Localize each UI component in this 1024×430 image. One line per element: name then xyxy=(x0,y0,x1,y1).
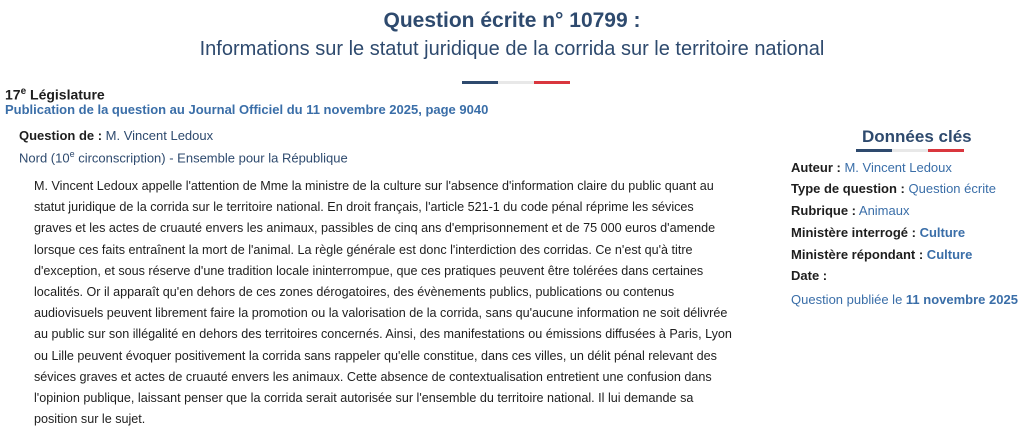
key-data-tricolor-divider xyxy=(856,149,964,152)
page-subtitle: Informations sur le statut juridique de la corrida sur le territoire national xyxy=(199,38,825,60)
flag-red-stripe xyxy=(928,149,964,152)
page-title: Question écrite n° 10799 : xyxy=(383,9,641,32)
flag-white-stripe xyxy=(498,81,534,84)
author-constituency: Nord (10e circonscription) - Ensemble pour la République xyxy=(19,149,348,166)
publication-info: Publication de la question au Journal Officiel du 11 novembre 2025, page 9040 xyxy=(5,102,489,117)
key-type: Type de question : Question écrite xyxy=(791,181,996,196)
page-title-block xyxy=(0,8,1024,62)
key-data-title: Données clés xyxy=(862,127,972,146)
key-rubrique: Rubrique : Animaux xyxy=(791,203,910,218)
question-author xyxy=(19,128,213,143)
key-auteur: Auteur : M. Vincent Ledoux xyxy=(791,160,952,175)
question-author-label: Question de : xyxy=(19,128,103,143)
tricolor-divider xyxy=(462,81,570,84)
key-date-value: Question publiée le 11 novembre 2025 xyxy=(791,292,1018,307)
flag-blue-stripe xyxy=(462,81,498,84)
flag-white-stripe xyxy=(892,149,928,152)
key-ministere-repondant: Ministère répondant : Culture xyxy=(791,247,973,262)
question-author-name[interactable]: M. Vincent Ledoux xyxy=(102,128,214,143)
flag-red-stripe xyxy=(534,81,570,84)
legislature-label: 17e Législature xyxy=(5,86,105,103)
flag-blue-stripe xyxy=(856,149,892,152)
key-ministere-interroge: Ministère interrogé : Culture xyxy=(791,225,966,240)
key-auteur-link[interactable]: M. Vincent Ledoux xyxy=(840,160,952,175)
key-date: Date : xyxy=(791,268,828,283)
key-repondant-link[interactable]: Culture xyxy=(923,247,973,262)
question-text: M. Vincent Ledoux appelle l'attention de Mme la ministre de la culture sur l'absence d'information claire du public quant au statut juridique de la corrida sur le territoire national. En droit français, l'article 521-1 du code pénal réprime les sévices graves et les actes de cruauté envers les animaux, passibles de cinq ans d'emprisonnement et de 75 000 euros d'amende lorsque ces faits entraînent la mort de l'animal. La règle générale est donc l'interdiction des corridas. Ce n'est qu'à titre d'exception, et sous réserve d'une tradition locale ininterrompue, que ces pratiques peuvent être tolérées dans certaines localités. Or il apparaît qu'en dehors de ces zones dérogatoires, des évènements publics, publications ou contenus audiovisuels peuvent librement faire la promotion ou la valorisation de la corrida, sans qu'aucune information ne soit délivrée au public sur son illégalité en dehors des territoires concernés. Ainsi, des manifestations ou émissions diffusées à Paris, Lyon ou Lille peuvent évoquer positivement la corrida sans rappeler qu'elle constitue, dans ces villes, un délit pénal relevant des sévices graves et actes de cruauté envers les animaux. Cette absence de contextualisation entretient une confusion dans l'opinion publique, laissant penser que la corrida serait autorisée sur l'ensemble du territoire national. Il lui demande sa position sur le sujet. xyxy=(34,179,732,427)
key-interroge-link[interactable]: Culture xyxy=(915,225,966,240)
